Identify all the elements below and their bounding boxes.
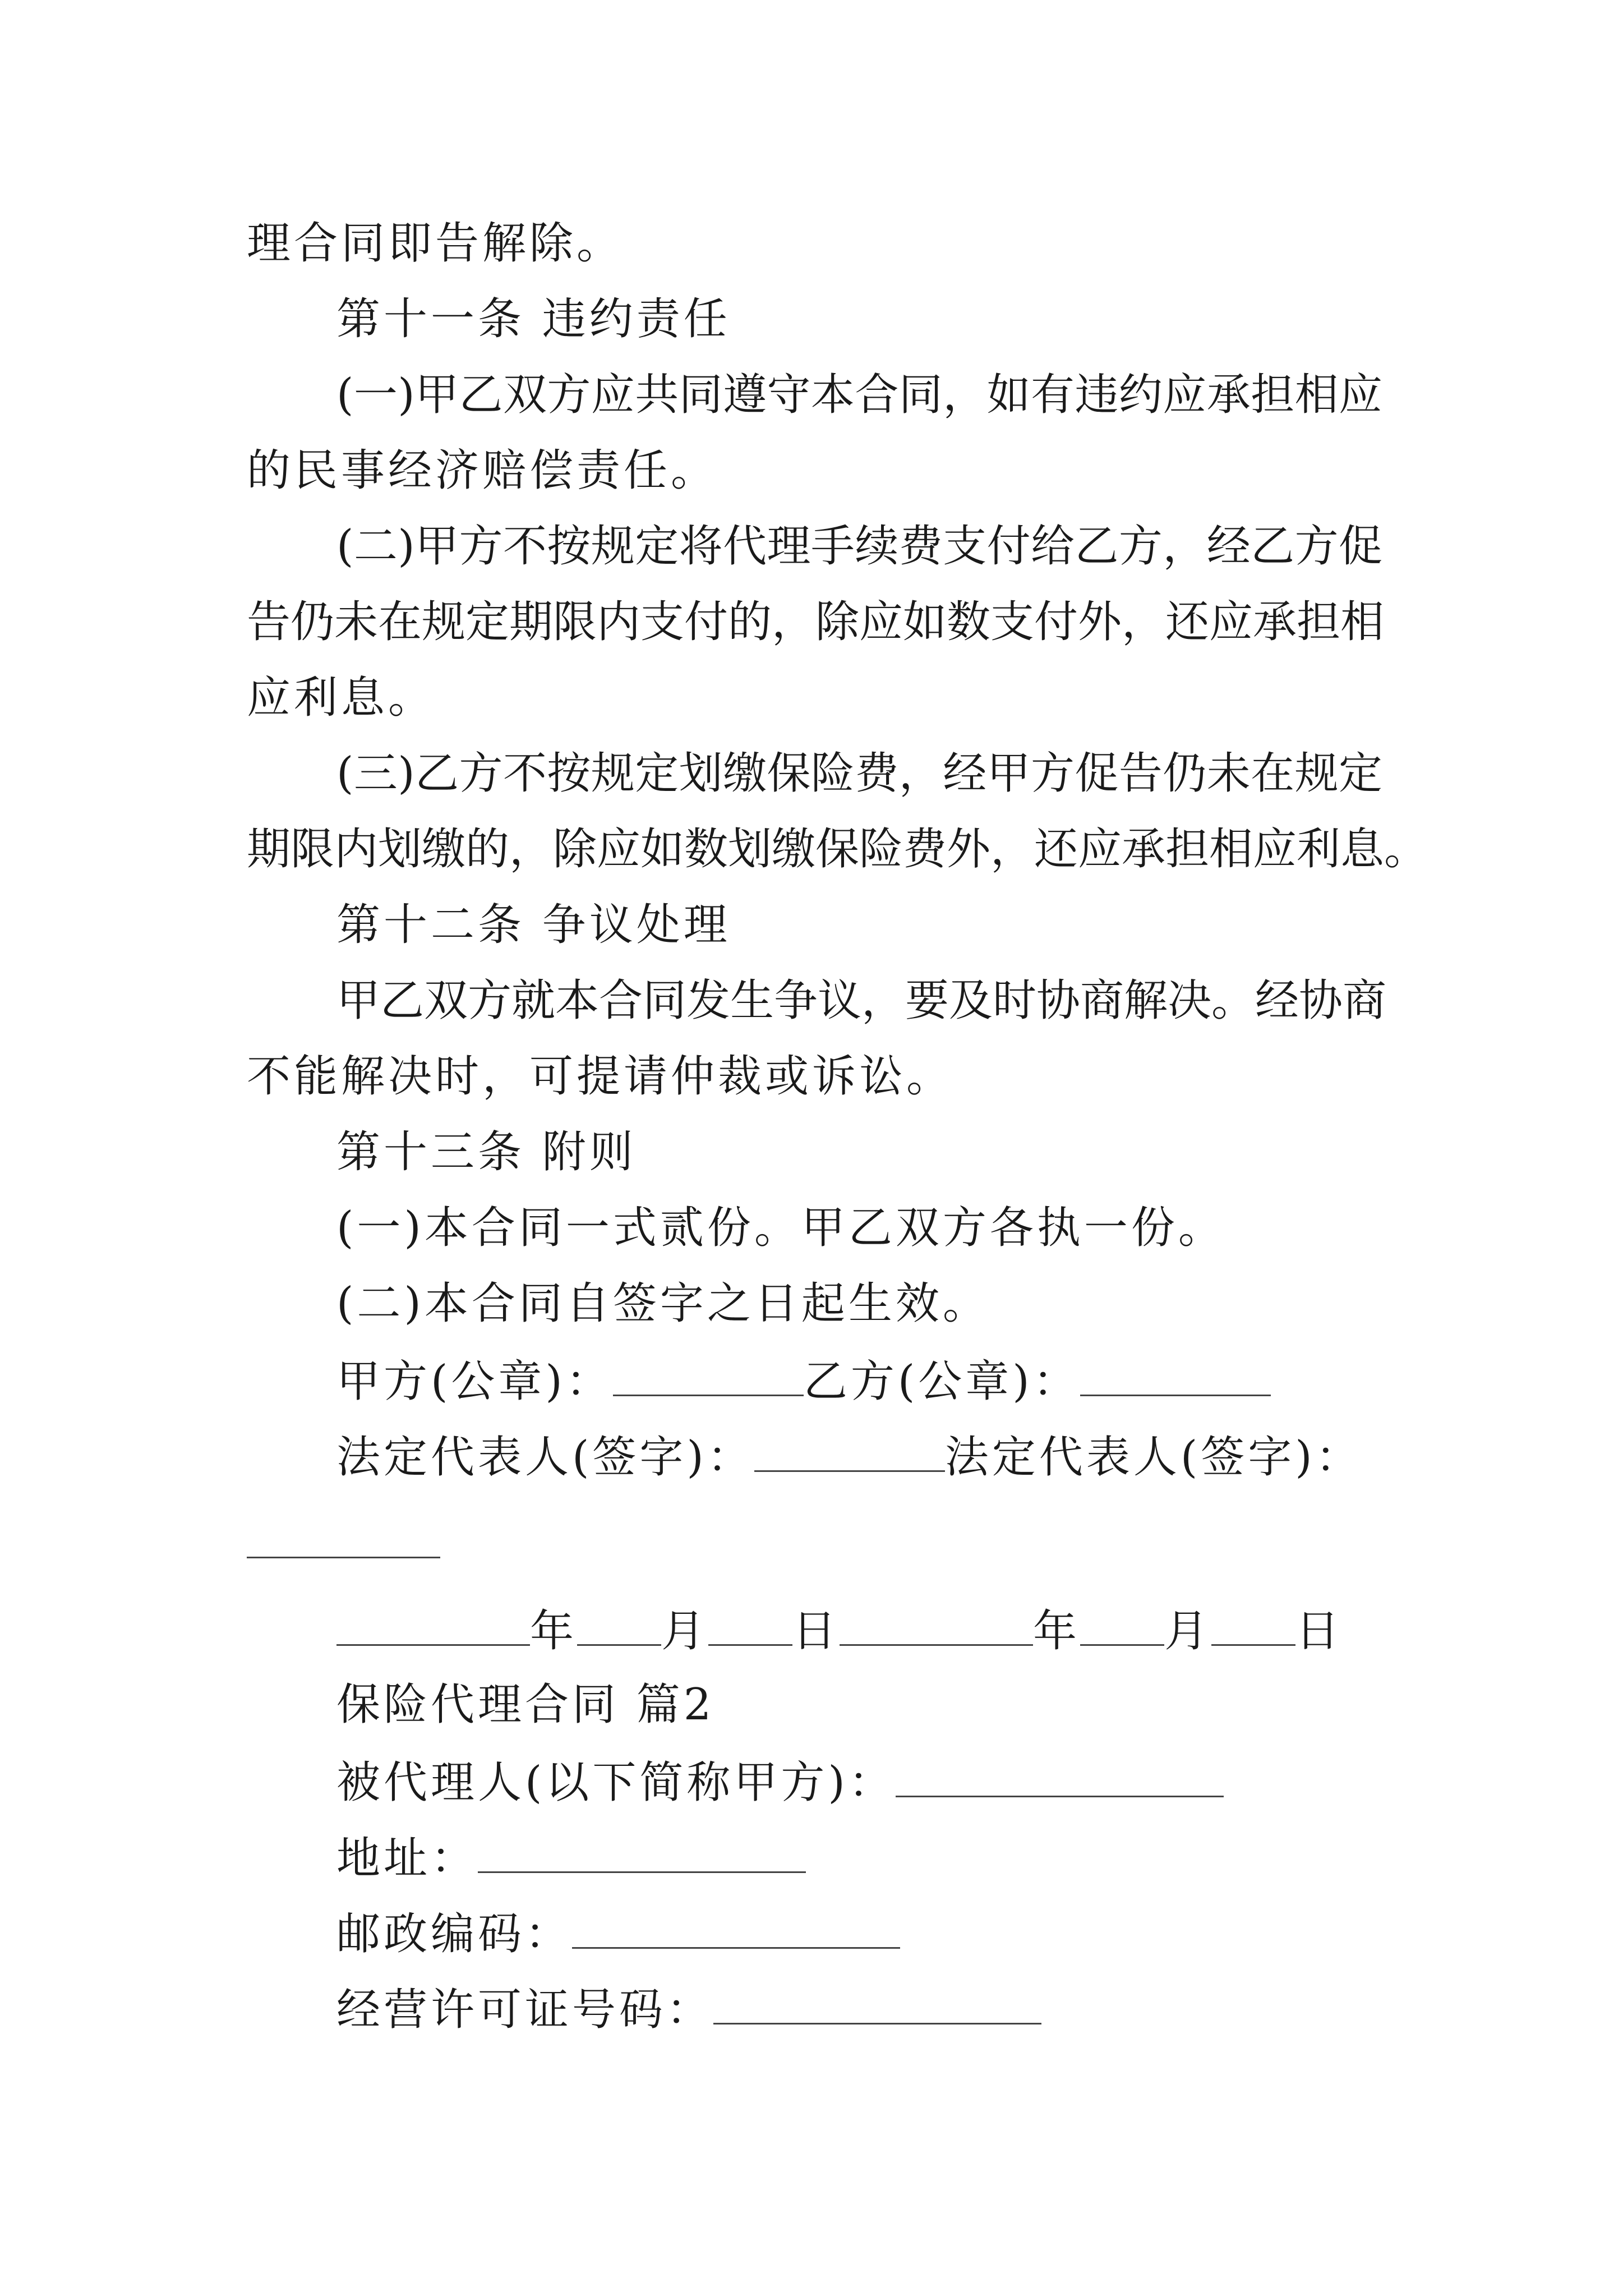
day-blank-a bbox=[708, 1607, 792, 1646]
paragraph-line: 甲乙双方就本合同发生争议，要及时协商解决。经协商 bbox=[336, 976, 1387, 1026]
postcode-blank bbox=[572, 1910, 900, 1949]
representative-line bbox=[336, 1432, 1363, 1483]
day-blank-b bbox=[1211, 1607, 1295, 1646]
month-label-b: 月 bbox=[1164, 1606, 1212, 1657]
article-heading: 第十一条 违约责任 bbox=[336, 294, 731, 344]
seal-line bbox=[336, 1356, 1271, 1407]
article-heading: 第十二条 争议处理 bbox=[336, 900, 731, 950]
principal-blank bbox=[896, 1759, 1224, 1797]
paragraph-line: 理合同即告解除。 bbox=[247, 218, 624, 269]
paragraph-line: 的民事经济赔偿责任。 bbox=[247, 445, 718, 496]
paragraph-line: 应利息。 bbox=[247, 673, 436, 723]
month-blank-b bbox=[1080, 1607, 1164, 1646]
party-b-rep-label: 法定代表人(签字)： bbox=[944, 1432, 1363, 1483]
year-label-a: 年 bbox=[530, 1606, 578, 1657]
date-line bbox=[336, 1606, 1343, 1657]
year-blank-b bbox=[840, 1607, 1033, 1646]
party-b-seal-label: 乙方(公章)： bbox=[803, 1356, 1080, 1407]
paragraph-line: 期限内划缴的，除应如数划缴保险费外，还应承担相应利息。 bbox=[247, 824, 1428, 875]
address-line bbox=[336, 1833, 806, 1884]
paragraph-line: 不能解决时，可提请仲裁或诉讼。 bbox=[247, 1051, 954, 1102]
article-heading: 第十三条 附则 bbox=[336, 1127, 637, 1177]
address-label: 地址： bbox=[336, 1833, 478, 1884]
license-label: 经营许可证号码： bbox=[336, 1985, 714, 2035]
address-blank bbox=[478, 1834, 806, 1873]
day-label-a: 日 bbox=[792, 1606, 840, 1657]
party-a-rep-label: 法定代表人(签字)： bbox=[336, 1432, 754, 1483]
party-a-seal-blank bbox=[613, 1358, 804, 1396]
month-blank-a bbox=[577, 1607, 661, 1646]
postcode-label: 邮政编码： bbox=[336, 1909, 573, 1959]
paragraph-line: (一)甲乙双方应共同遵守本合同，如有违约应承担相应 bbox=[336, 370, 1382, 420]
principal-label: 被代理人(以下简称甲方)： bbox=[336, 1757, 896, 1808]
principal-line bbox=[336, 1757, 1224, 1808]
year-label-b: 年 bbox=[1033, 1606, 1081, 1657]
month-label-a: 月 bbox=[661, 1606, 709, 1657]
day-label-b: 日 bbox=[1295, 1606, 1343, 1657]
year-blank-a bbox=[336, 1607, 530, 1646]
paragraph-line: 告仍未在规定期限内支付的，除应如数支付外，还应承担相 bbox=[247, 597, 1385, 647]
paragraph-line: (二)甲方不按规定将代理手续费支付给乙方，经乙方促 bbox=[336, 521, 1382, 572]
party-a-seal-label: 甲方(公章)： bbox=[336, 1356, 613, 1407]
paragraph-line: (二)本合同自签字之日起生效。 bbox=[336, 1278, 990, 1329]
paragraph-line: (三)乙方不按规定划缴保险费，经甲方促告仍未在规定 bbox=[336, 748, 1382, 799]
party-b-rep-blank bbox=[247, 1557, 440, 1558]
license-line bbox=[336, 1985, 1041, 2035]
postcode-line bbox=[336, 1909, 900, 1959]
license-blank bbox=[713, 1986, 1041, 2024]
party-b-seal-blank bbox=[1080, 1358, 1271, 1396]
contract-2-title: 保险代理合同 篇2 bbox=[336, 1680, 715, 1730]
paragraph-line: (一)本合同一式贰份。甲乙双方各执一份。 bbox=[336, 1203, 1225, 1253]
party-a-rep-blank bbox=[754, 1433, 945, 1472]
